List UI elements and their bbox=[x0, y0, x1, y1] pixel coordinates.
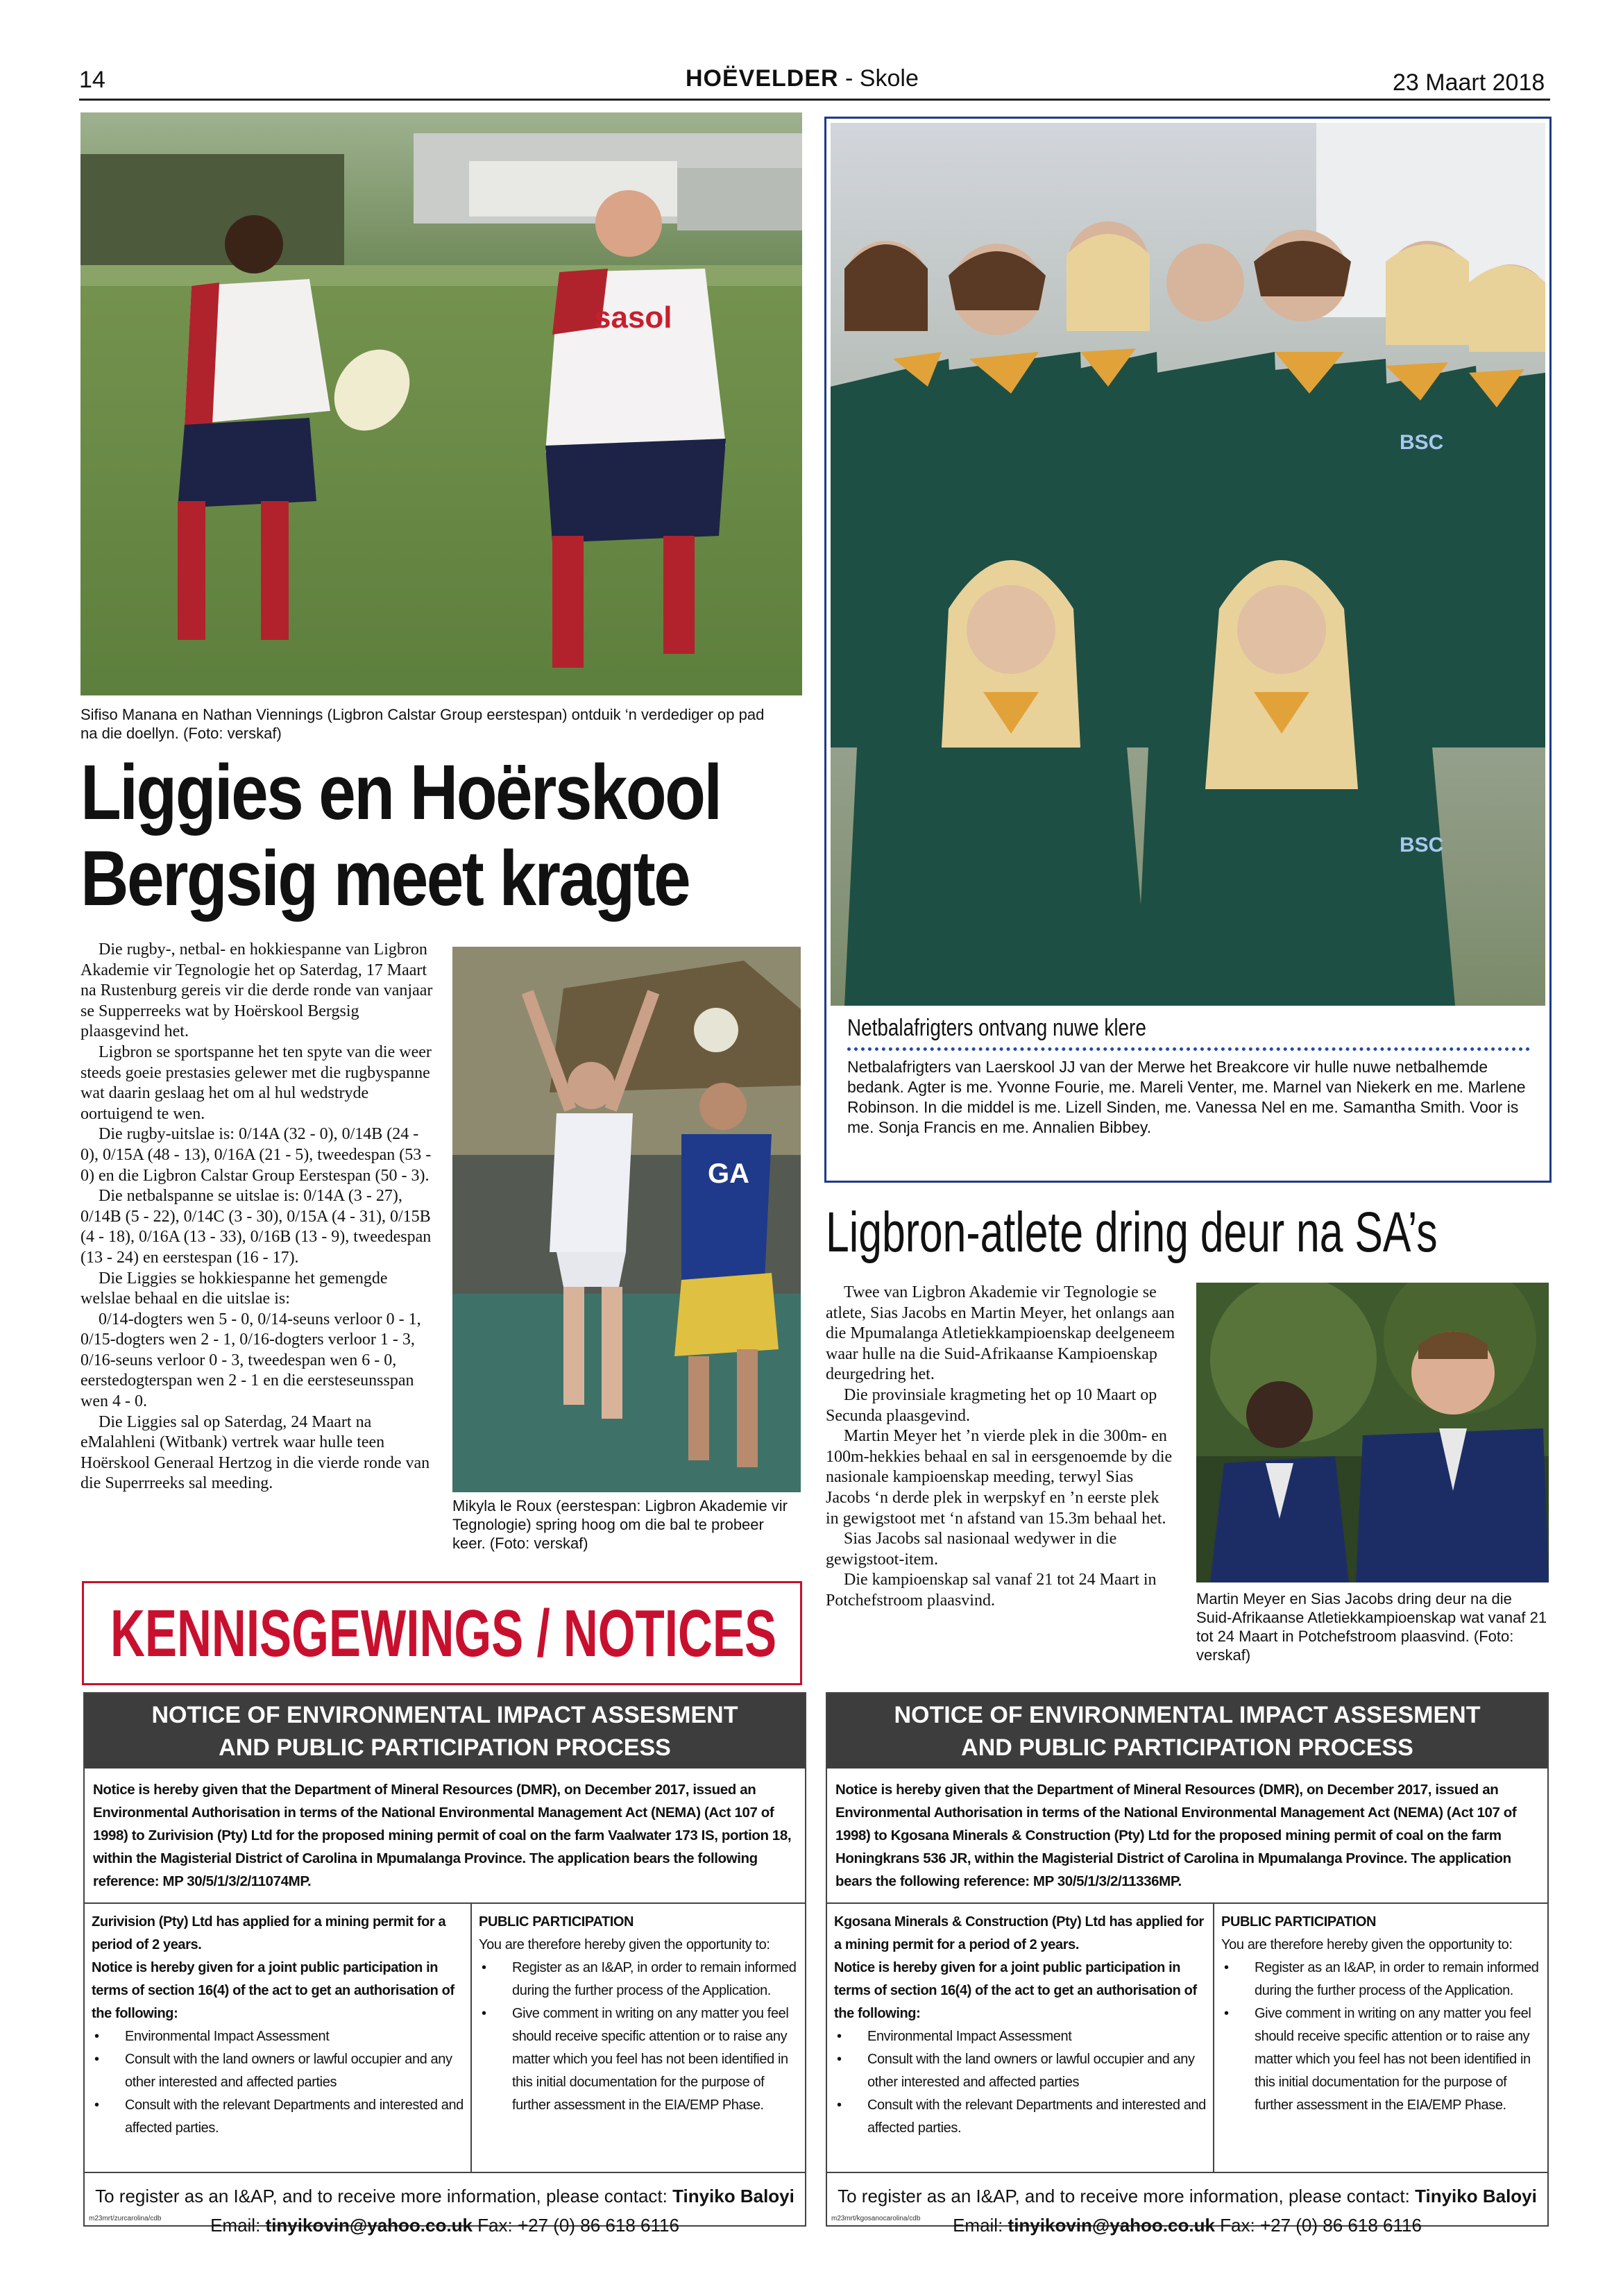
eia-notice-kgosana bbox=[826, 1692, 1549, 2236]
article-paragraph: Die Liggies sal op Saterdag, 24 Maart na eMalahleni (Witbank) vertrek waar hulle teen Hoërskool Generaal Hertzog in die vierde ronde van die Superrreeks sal meeding. bbox=[80, 1412, 430, 1493]
contact-email[interactable]: tinyikovin@yahoo.co.uk bbox=[265, 2215, 473, 2236]
article-paragraph: Die rugby-uitslae is: 0/14A (32 - 0), 0/14B (24 - 0), 0/15A (48 - 13), 0/16A (21 - 5), tweedespan (53 - 0) en die Ligbron Calstar Group Eerstespan (50 - 3). bbox=[80, 1125, 432, 1185]
list-item: • Environmental Impact Assessment bbox=[834, 2025, 1206, 2048]
paper-name: HOËVELDER bbox=[686, 65, 839, 92]
public-participation-intro: You are therefore hereby given the opportunity to: bbox=[479, 1937, 770, 1952]
notices-banner bbox=[82, 1581, 802, 1685]
athletes-photo-caption: Martin Meyer en Sias Jacobs dring deur na die Suid-Afrikaanse Atletiekkampioenskap wat vanaf 21 tot 24 Maart in Potchefstroom plaasvind. (Foto: verskaf) bbox=[1196, 1590, 1547, 1664]
list-item: • Register as an I&AP, in order to remain informed during the further process of the Application. bbox=[479, 1957, 798, 2002]
contact-text: To register as an I&AP, and to receive more information, please contact: bbox=[838, 2186, 1416, 2206]
article-paragraph: Sias Jacobs sal nasionaal wedywer in die gewigstoot-item. bbox=[826, 1530, 1117, 1569]
article-paragraph: Twee van Ligbron Akademie vir Tegnologie se atlete, Sias Jacobs en Martin Meyer, het onlangs aan die Mpumalanga Atletiekkampioenskap deelgeneem waar hulle na die Suid-Afrikaanse Kampioenskap deurgedring het. bbox=[826, 1283, 1175, 1384]
athletes-article-body bbox=[826, 1283, 1175, 1612]
article-paragraph: Ligbron se sportspanne het ten spyte van die weer steeds goeie prestasies gelewer met die rugbyspanne wat daarin geslaag het om al hul wedstryde oortuigend te wen. bbox=[80, 1043, 432, 1123]
main-headline-line1: Liggies en Hoërskool bbox=[80, 749, 721, 836]
shirt-logo: BSC bbox=[1400, 431, 1444, 454]
list-item: • Consult with the land owners or lawful occupier and any other interested and affected parties bbox=[834, 2048, 1206, 2094]
bib-text: GA bbox=[708, 1158, 749, 1189]
public-participation-list bbox=[479, 1957, 798, 2117]
public-participation-title: PUBLIC PARTICIPATION bbox=[479, 1914, 634, 1930]
article-paragraph: Die provinsiale kragmeting het op 10 Maart op Secunda plaasgevind. bbox=[826, 1385, 1157, 1425]
contact-name: Tinyiko Baloyi bbox=[1415, 2186, 1537, 2206]
public-participation-intro: You are therefore hereby given the opportunity to: bbox=[1221, 1937, 1513, 1952]
main-article-body bbox=[80, 940, 433, 1494]
team-box-caption: Netbalafrigters van Laerskool JJ van der Merwe het Breakcore vir hulle nuwe netbalhemde bedank. Agter is me. Yvonne Fourie, me. Mareli Venter, me. Marnel van Niekerk en me. Marlene Robinson. In die middel is me. Lizell Sinden, me. Vanessa Nel en me. Samantha Smith. Voor is me. Sonja Francis en me. Annalien Bibbey. bbox=[847, 1058, 1526, 1136]
page-number: 14 bbox=[79, 67, 105, 93]
notice-authorisation-list bbox=[834, 2025, 1206, 2140]
contact-fax: Fax: +27 (0) 86 618 6116 bbox=[472, 2215, 679, 2236]
main-headline-line2: Bergsig meet kragte bbox=[80, 835, 690, 922]
notice-heading-line1: NOTICE OF ENVIRONMENTAL IMPACT ASSESMENT bbox=[894, 1702, 1481, 1728]
notice-heading-line2: AND PUBLIC PARTICIPATION PROCESS bbox=[219, 1734, 671, 1761]
notice-reference: m23mrt/kgosanocarolina/cdb bbox=[831, 2215, 921, 2222]
notice-contact bbox=[85, 2173, 805, 2240]
notice-columns bbox=[85, 1904, 805, 2173]
list-item: • Register as an I&AP, in order to remain informed during the further process of the Application. bbox=[1221, 1957, 1540, 2002]
article-paragraph: Die kampioenskap sal vanaf 21 tot 24 Maart in Potchefstroom plaasvind. bbox=[826, 1571, 1157, 1610]
notices-banner-text: KENNISGEWINGS / NOTICES bbox=[110, 1596, 777, 1671]
notice-right-column bbox=[1214, 1904, 1547, 2172]
jersey-text: sasol bbox=[594, 301, 672, 335]
masthead bbox=[686, 65, 919, 92]
team-box-title: Netbalafrigters ontvang nuwe klere bbox=[847, 1015, 1146, 1041]
contact-email[interactable]: tinyikovin@yahoo.co.uk bbox=[1008, 2215, 1215, 2236]
notice-heading bbox=[85, 1694, 805, 1769]
contact-text: To register as an I&AP, and to receive more information, please contact: bbox=[95, 2186, 673, 2206]
rugby-photo-caption: Sifiso Manana en Nathan Viennings (Ligbron Calstar Group eerstespan) ontduik ‘n verdediger op pad na die doellyn. (Foto: verskaf) bbox=[80, 706, 765, 742]
notice-joint-participation: Notice is hereby given for a joint public participation in terms of section 16(4) of the act to get an authorisation of the following: bbox=[92, 1960, 454, 2021]
list-item: • Give comment in writing on any matter you feel should receive specific attention or to raise any matter which you feel has not been identified in this initial documentation for the purpose of further assessment in the EIA/EMP Phase. bbox=[1221, 2002, 1540, 2117]
notice-authorisation-list bbox=[92, 2025, 464, 2140]
rugby-photo bbox=[80, 112, 802, 695]
public-participation-title: PUBLIC PARTICIPATION bbox=[1221, 1914, 1377, 1930]
notice-intro: Notice is hereby given that the Department of Mineral Resources (DMR), on December 2017, issued an Environmental Authorisation in terms of the National Environmental Management Act (NEMA) (Act 107 of 1998) to Zurivision (Pty) Ltd for the proposed mining permit of coal on the farm Vaalwater 173 IS, portion 18, within the Magisterial District of Carolina in Mpumalanga Province. The application bears the following reference: MP 30/5/1/3/2/11074MP. bbox=[85, 1769, 805, 1904]
contact-fax: Fax: +27 (0) 86 618 6116 bbox=[1214, 2215, 1422, 2236]
main-headline bbox=[80, 750, 809, 922]
list-item: • Give comment in writing on any matter you feel should receive specific attention or to raise any matter which you feel has not been identified in this initial documentation for the purpose of further assessment in the EIA/EMP Phase. bbox=[479, 2002, 798, 2117]
header-rule bbox=[79, 99, 1550, 101]
athletes-headline: Ligbron-atlete dring deur na SA’s bbox=[826, 1201, 1438, 1264]
notice-columns bbox=[827, 1904, 1547, 2173]
netball-photo-caption: Mikyla le Roux (eerstespan: Ligbron Akademie vir Tegnologie) spring hoog om die bal te probeer keer. (Foto: verskaf) bbox=[452, 1497, 788, 1552]
shirt-logo-front: BSC bbox=[1400, 834, 1444, 856]
notice-applicant: Kgosana Minerals & Construction (Pty) Ltd has applied for a mining permit for a period of 2 years. bbox=[834, 1914, 1204, 1952]
email-label: Email: bbox=[953, 2215, 1008, 2236]
team-box bbox=[824, 117, 1552, 1183]
article-paragraph: Die netbalspanne se uitslae is: 0/14A (3 - 27), 0/14B (5 - 22), 0/14C (3 - 30), 0/15A (4 - 31), 0/15B (4 - 18), 0/16A (13 - 33), 0/16B (13 - 9), tweedespan (13 - 24) en eerstespan (16 - 17). bbox=[80, 1187, 432, 1267]
section-name: - Skole bbox=[838, 65, 919, 92]
notice-left-column bbox=[85, 1904, 472, 2172]
team-box-divider bbox=[847, 1047, 1530, 1051]
article-paragraph: Die Liggies se hokkiespanne het gemengde welslae behaal en die uitslae is: bbox=[80, 1269, 388, 1308]
notice-right-column bbox=[472, 1904, 805, 2172]
notice-intro: Notice is hereby given that the Department of Mineral Resources (DMR), on December 2017, issued an Environmental Authorisation in terms of the National Environmental Management Act (NEMA) (Act 107 of 1998) to Kgosana Minerals & Construction (Pty) Ltd for the proposed mining permit of coal on the farm Honingkrans 536 JR, within the Magisterial District of Carolina in Mpumalanga Province. The application bears the following reference: MP 30/5/1/3/2/11336MP. bbox=[827, 1769, 1547, 1904]
list-item: • Consult with the relevant Departments and interested and affected parties. bbox=[834, 2094, 1206, 2140]
athletes-photo bbox=[1196, 1283, 1549, 1582]
notice-heading-line2: AND PUBLIC PARTICIPATION PROCESS bbox=[961, 1734, 1413, 1761]
list-item: • Environmental Impact Assessment bbox=[92, 2025, 464, 2048]
netball-photo bbox=[452, 947, 801, 1492]
issue-date: 23 Maart 2018 bbox=[1393, 69, 1545, 96]
notice-heading bbox=[827, 1694, 1547, 1769]
notice-left-column bbox=[827, 1904, 1214, 2172]
eia-notice-zurivision bbox=[83, 1692, 806, 2236]
notice-joint-participation: Notice is hereby given for a joint public participation in terms of section 16(4) of the act to get an authorisation of the following: bbox=[834, 1960, 1197, 2021]
team-photo bbox=[831, 123, 1545, 1006]
article-paragraph: 0/14-dogters wen 5 - 0, 0/14-seuns verloor 0 - 1, 0/15-dogters wen 2 - 1, 0/16-dogters verloor 1 - 3, 0/16-seuns verloor 0 - 3, tweedespan wen 6 - 0, eerstedogterspan wen 2 - 1 en die eersteseunsspan wen 4 - 0. bbox=[80, 1310, 421, 1411]
notice-applicant: Zurivision (Pty) Ltd has applied for a mining permit for a period of 2 years. bbox=[92, 1914, 446, 1952]
list-item: • Consult with the land owners or lawful occupier and any other interested and affected parties bbox=[92, 2048, 464, 2094]
email-label: Email: bbox=[210, 2215, 266, 2236]
article-paragraph: Die rugby-, netbal- en hokkiespanne van Ligbron Akademie vir Tegnologie het op Saterdag, 17 Maart na Rustenburg gereis vir die derde ronde van vanjaar se Supperreeks wat by Hoërskool Bergsig plaasgevind het. bbox=[80, 940, 433, 1041]
list-item: • Consult with the relevant Departments and interested and affected parties. bbox=[92, 2094, 464, 2140]
public-participation-list bbox=[1221, 1957, 1540, 2117]
notice-reference: m23mrt/zurcarolina/cdb bbox=[89, 2215, 162, 2222]
contact-name: Tinyiko Baloyi bbox=[672, 2186, 794, 2206]
notice-contact bbox=[827, 2173, 1547, 2240]
article-paragraph: Martin Meyer het ’n vierde plek in die 300m- en 100m-hekkies behaal en sal in eersgenoemde by die nasionale kampioenskap meeding, terwyl Sias Jacobs ‘n derde plek in werpskyf en ’n eerste plek in gewigstoot met ‘n afstand van 15.3m behaal het. bbox=[826, 1427, 1173, 1528]
notice-heading-line1: NOTICE OF ENVIRONMENTAL IMPACT ASSESMENT bbox=[151, 1702, 738, 1728]
